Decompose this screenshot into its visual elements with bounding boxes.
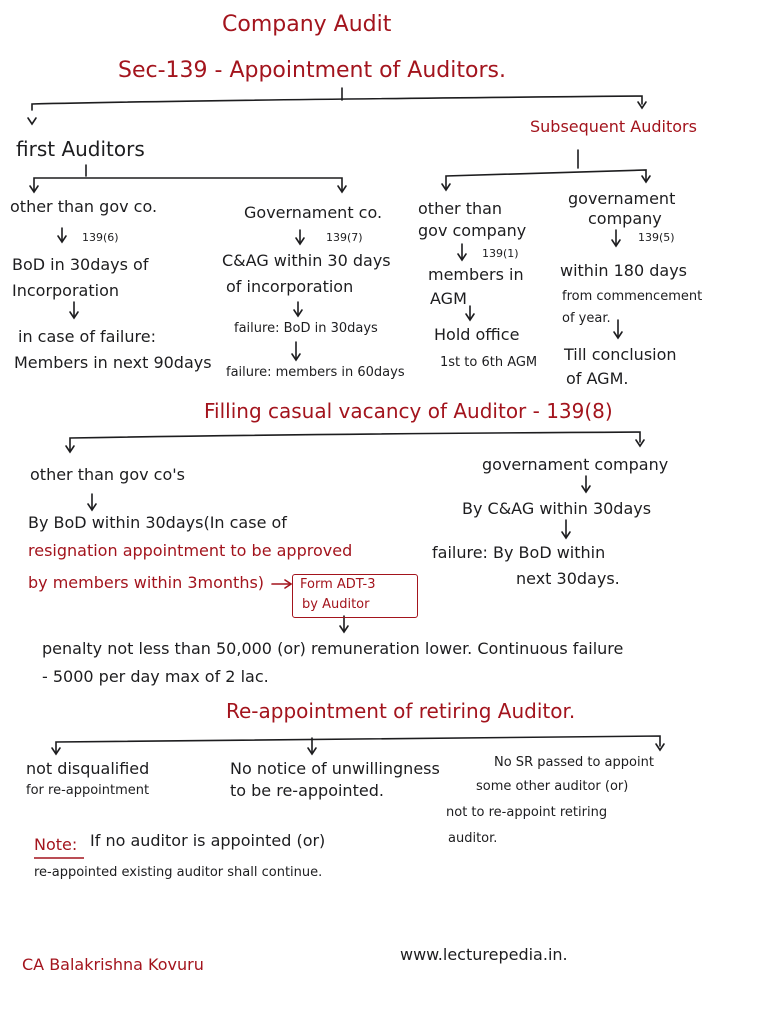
reappoint-col2-line-2: to be re-appointed.	[230, 781, 384, 800]
subsequent-gov-till-1: Till conclusion	[564, 345, 677, 364]
first-government-line-2: of incorporation	[226, 277, 354, 296]
penalty-line-1: penalty not less than 50,000 (or) remuneration lower. Continuous failure	[42, 639, 624, 658]
subsequent-gov-label-2: company	[588, 209, 662, 228]
first-government-ref: 139(7)	[326, 231, 363, 244]
subsequent-other-line-2: AGM	[430, 289, 467, 308]
first-other-than-gov-label: other than gov co.	[10, 197, 158, 216]
reappoint-col2-line-1: No notice of unwillingness	[230, 759, 440, 778]
note-line-2: re-appointed existing auditor shall continue.	[34, 865, 323, 880]
page-title: Company Audit	[222, 12, 392, 37]
first-government-failure-1: failure: BoD in 30days	[234, 321, 378, 336]
reappoint-col3-line-4: auditor.	[448, 831, 498, 846]
subsequent-gov-label-1: governament	[568, 189, 676, 208]
vacancy-government-line-1: By C&AG within 30days	[462, 499, 652, 518]
reappoint-col3-line-3: not to re-appoint retiring	[446, 805, 608, 820]
vacancy-other-than-gov-label: other than gov co's	[30, 465, 185, 484]
vacancy-government-label: governament company	[482, 455, 669, 474]
subsequent-other-hold-1: Hold office	[434, 325, 520, 344]
reappoint-col1-line-1: not disqualified	[26, 759, 150, 778]
subsequent-gov-line-1: within 180 days	[560, 261, 688, 280]
note-line-1: If no auditor is appointed (or)	[90, 831, 326, 850]
first-other-than-gov-line-1: BoD in 30days of	[12, 255, 149, 274]
reappoint-col3-line-2: some other auditor (or)	[476, 779, 629, 794]
form-adt3-line-1: Form ADT-3	[300, 577, 376, 592]
form-adt3-line-2: by Auditor	[302, 597, 370, 612]
vacancy-other-line-2: resignation appointment to be approved	[28, 541, 353, 560]
subsequent-gov-till-2: of AGM.	[566, 369, 629, 388]
author-signature: CA Balakrishna Kovuru	[22, 955, 204, 974]
first-auditors-label: first Auditors	[16, 137, 145, 161]
first-government-line-1: C&AG within 30 days	[222, 251, 391, 270]
subsequent-other-ref: 139(1)	[482, 247, 519, 260]
first-other-than-gov-line-2: Incorporation	[12, 281, 119, 300]
note-label: Note:	[34, 835, 78, 854]
subsequent-other-label-1: other than	[418, 199, 503, 218]
vacancy-other-line-1: By BoD within 30days(In case of	[28, 513, 287, 532]
reappoint-col1-line-2: for re-appointment	[26, 783, 150, 798]
subsequent-other-label-2: gov company	[418, 221, 527, 240]
first-other-than-gov-ref: 139(6)	[82, 231, 119, 244]
subsequent-auditors-label: Subsequent Auditors	[530, 117, 697, 136]
first-government-label: Governament co.	[244, 203, 383, 222]
website-link[interactable]: www.lecturepedia.in.	[400, 945, 568, 964]
subsequent-gov-ref: 139(5)	[638, 231, 675, 244]
vacancy-government-failure-1: failure: By BoD within	[432, 543, 606, 562]
subsequent-gov-line-2: from commencement	[562, 289, 703, 304]
subsequent-other-hold-2: 1st to 6th AGM	[440, 355, 538, 370]
section-heading-casual-vacancy: Filling casual vacancy of Auditor - 139(8)	[204, 399, 613, 423]
penalty-line-2: - 5000 per day max of 2 lac.	[42, 667, 269, 686]
reappoint-col3-line-1: No SR passed to appoint	[494, 755, 654, 770]
first-other-than-gov-failure-2: Members in next 90days	[14, 353, 212, 372]
first-government-failure-2: failure: members in 60days	[226, 365, 405, 380]
section-heading-reappointment: Re-appointment of retiring Auditor.	[226, 699, 576, 723]
section-heading-appointment: Sec-139 - Appointment of Auditors.	[118, 58, 506, 83]
subsequent-other-line-1: members in	[428, 265, 524, 284]
subsequent-gov-line-3: of year.	[562, 311, 611, 326]
vacancy-government-failure-2: next 30days.	[516, 569, 620, 588]
first-other-than-gov-failure-1: in case of failure:	[18, 327, 156, 346]
vacancy-other-line-3: by members within 3months)	[28, 573, 265, 592]
